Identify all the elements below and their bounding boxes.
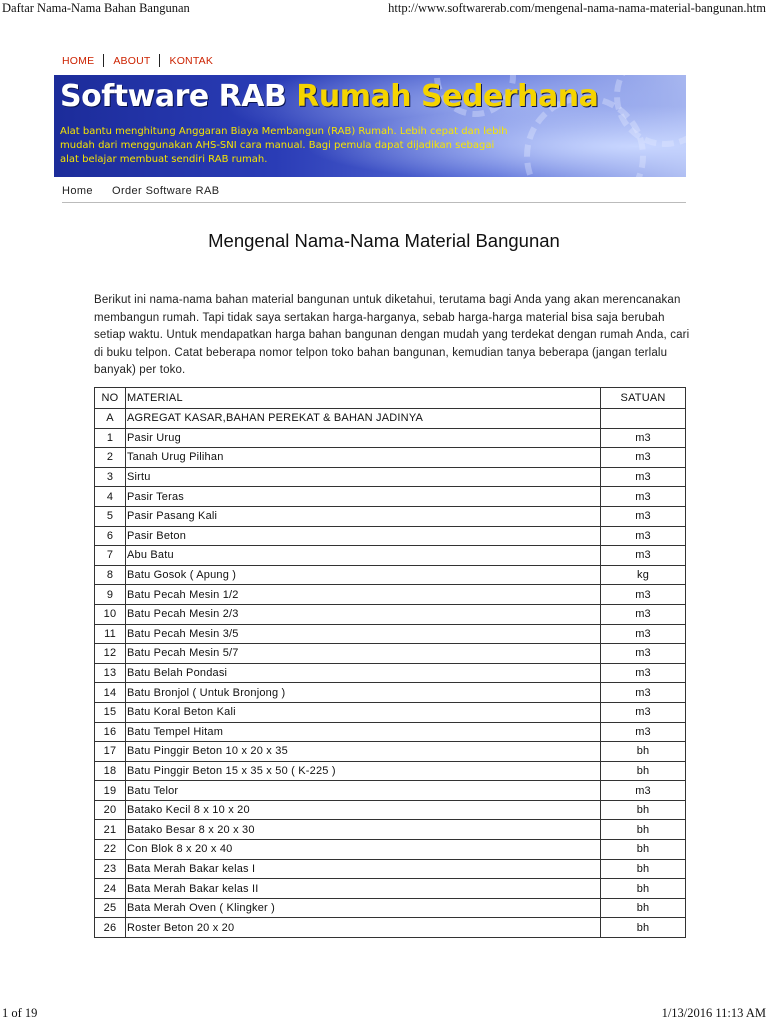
site-banner [54,75,686,177]
table-row [95,761,686,781]
row-no: 14 [95,683,126,703]
row-no: 1 [95,428,126,448]
row-satuan: bh [601,918,686,938]
nav-link-about[interactable]: ABOUT [113,54,151,67]
row-satuan: m3 [601,781,686,801]
table-row [95,859,686,879]
materials-table-body [95,388,686,938]
row-material: Batu Telor [125,781,600,801]
materials-table [94,387,686,938]
table-row [95,918,686,938]
table-row [95,840,686,860]
row-satuan: bh [601,820,686,840]
row-satuan: bh [601,859,686,879]
row-material: Pasir Pasang Kali [125,506,600,526]
print-header-url: http://www.softwarerab.com/mengenal-nama-nama-material-bangunan.htm [388,1,766,15]
row-no: 11 [95,624,126,644]
print-header-title: Daftar Nama-Nama Bahan Bangunan [2,1,190,15]
nav-divider [103,54,104,67]
row-satuan: m3 [601,604,686,624]
row-material: Pasir Teras [125,487,600,507]
row-no: 18 [95,761,126,781]
row-satuan: bh [601,840,686,860]
row-satuan: m3 [601,526,686,546]
row-no: A [95,409,126,429]
table-row [95,663,686,683]
nav-link-home[interactable]: HOME [62,54,95,67]
row-material: Batu Tempel Hitam [125,722,600,742]
table-row [95,448,686,468]
row-no: 6 [95,526,126,546]
row-material: Batako Kecil 8 x 10 x 20 [125,800,600,820]
nav-divider [159,54,160,67]
subnav-link-order[interactable]: Order Software RAB [112,185,220,197]
subnav-link-home[interactable]: Home [62,185,93,197]
row-material: Batu Gosok ( Apung ) [125,565,600,585]
row-no: 20 [95,800,126,820]
banner-desc-line: mudah dari menggunakan AHS-SNI cara manual. Bagi pemula dapat dijadikan sebagai [60,140,495,151]
row-no: 9 [95,585,126,605]
table-row [95,683,686,703]
sub-nav [62,182,686,203]
row-no: 26 [95,918,126,938]
table-row [95,624,686,644]
row-satuan: bh [601,879,686,899]
row-material: Batu Pecah Mesin 1/2 [125,585,600,605]
row-satuan: m3 [601,702,686,722]
page-title: Mengenal Nama-Nama Material Bangunan [208,230,560,251]
table-row [95,644,686,664]
nav-link-kontak[interactable]: KONTAK [169,54,214,67]
row-material: Bata Merah Bakar kelas II [125,879,600,899]
row-no: 10 [95,604,126,624]
banner-title-part1: Software RAB [60,79,287,114]
row-material: Batu Pecah Mesin 5/7 [125,644,600,664]
row-material: Bata Merah Bakar kelas I [125,859,600,879]
row-material: Pasir Urug [125,428,600,448]
print-header [0,0,768,18]
header-material: MATERIAL [125,388,600,409]
row-satuan: m3 [601,467,686,487]
row-satuan: m3 [601,683,686,703]
table-row [95,702,686,722]
row-material: Abu Batu [125,546,600,566]
table-header-row [95,388,686,409]
row-satuan: m3 [601,663,686,683]
top-nav [62,54,213,67]
row-no: 5 [95,506,126,526]
table-row [95,722,686,742]
banner-desc-line: Alat bantu menghitung Anggaran Biaya Membangun (RAB) Rumah. Lebih cepat dan lebih [60,126,508,137]
row-no: 15 [95,702,126,722]
subnav-divider [62,202,686,203]
banner-title-part2: Rumah Sederhana [296,79,599,114]
row-no: 25 [95,898,126,918]
table-row [95,428,686,448]
row-satuan: m3 [601,644,686,664]
table-row [95,800,686,820]
banner-desc-line: alat belajar membuat sendiri RAB rumah. [60,154,268,165]
table-row [95,585,686,605]
row-satuan: m3 [601,585,686,605]
row-satuan: bh [601,898,686,918]
row-material: Batu Belah Pondasi [125,663,600,683]
row-material: Batu Pinggir Beton 15 x 35 x 50 ( K-225 ) [125,761,600,781]
row-satuan: m3 [601,448,686,468]
print-footer-datetime: 1/13/2016 11:13 AM [661,1006,766,1020]
row-material: Batu Pecah Mesin 3/5 [125,624,600,644]
row-satuan: bh [601,761,686,781]
row-no: 24 [95,879,126,899]
table-row [95,604,686,624]
row-material: Tanah Urug Pilihan [125,448,600,468]
row-no: 4 [95,487,126,507]
row-material: AGREGAT KASAR,BAHAN PEREKAT & BAHAN JADINYA [125,409,600,429]
table-row [95,526,686,546]
header-no: NO [95,388,126,409]
row-material: Pasir Beton [125,526,600,546]
table-row [95,879,686,899]
row-no: 7 [95,546,126,566]
row-no: 21 [95,820,126,840]
row-material: Con Blok 8 x 20 x 40 [125,840,600,860]
row-no: 8 [95,565,126,585]
table-row [95,742,686,762]
row-satuan: m3 [601,506,686,526]
row-no: 23 [95,859,126,879]
row-no: 12 [95,644,126,664]
row-satuan: kg [601,565,686,585]
row-satuan [601,409,686,429]
header-satuan: SATUAN [601,388,686,409]
table-row [95,781,686,801]
row-satuan: bh [601,742,686,762]
row-satuan: bh [601,800,686,820]
row-no: 3 [95,467,126,487]
row-satuan: m3 [601,546,686,566]
intro-paragraph: Berikut ini nama-nama bahan material bangunan untuk diketahui, terutama bagi Anda yang akan merencanakan membangun rumah. Tapi tidak saya sertakan harga-harganya, sebab harga-harga material bisa saja berubah setiap waktu. Untuk mendapatkan harga bahan bangunan dengan mudah yang terdekat dengan rumah Anda, cari di buku telpon. Catat beberapa nomor telpon toko bahan bangunan, kemudian tanya beberapa (jangan terlalu banyak) per toko. [94,294,690,377]
row-no: 22 [95,840,126,860]
table-row [95,487,686,507]
table-row [95,898,686,918]
row-satuan: m3 [601,428,686,448]
print-footer [0,1006,768,1024]
row-material: Batu Bronjol ( Untuk Bronjong ) [125,683,600,703]
print-footer-page: 1 of 19 [2,1006,38,1020]
table-row [95,820,686,840]
row-material: Batako Besar 8 x 20 x 30 [125,820,600,840]
row-material: Roster Beton 20 x 20 [125,918,600,938]
table-row [95,565,686,585]
row-material: Batu Koral Beton Kali [125,702,600,722]
table-row [95,546,686,566]
row-satuan: m3 [601,624,686,644]
row-no: 19 [95,781,126,801]
row-satuan: m3 [601,487,686,507]
row-satuan: m3 [601,722,686,742]
row-no: 2 [95,448,126,468]
row-material: Batu Pecah Mesin 2/3 [125,604,600,624]
banner-title [60,79,598,114]
table-row [95,467,686,487]
row-no: 16 [95,722,126,742]
row-material: Batu Pinggir Beton 10 x 20 x 35 [125,742,600,762]
banner-description [60,125,580,167]
row-material: Sirtu [125,467,600,487]
table-row [95,506,686,526]
row-no: 17 [95,742,126,762]
row-material: Bata Merah Oven ( Klingker ) [125,898,600,918]
row-no: 13 [95,663,126,683]
table-row [95,409,686,429]
